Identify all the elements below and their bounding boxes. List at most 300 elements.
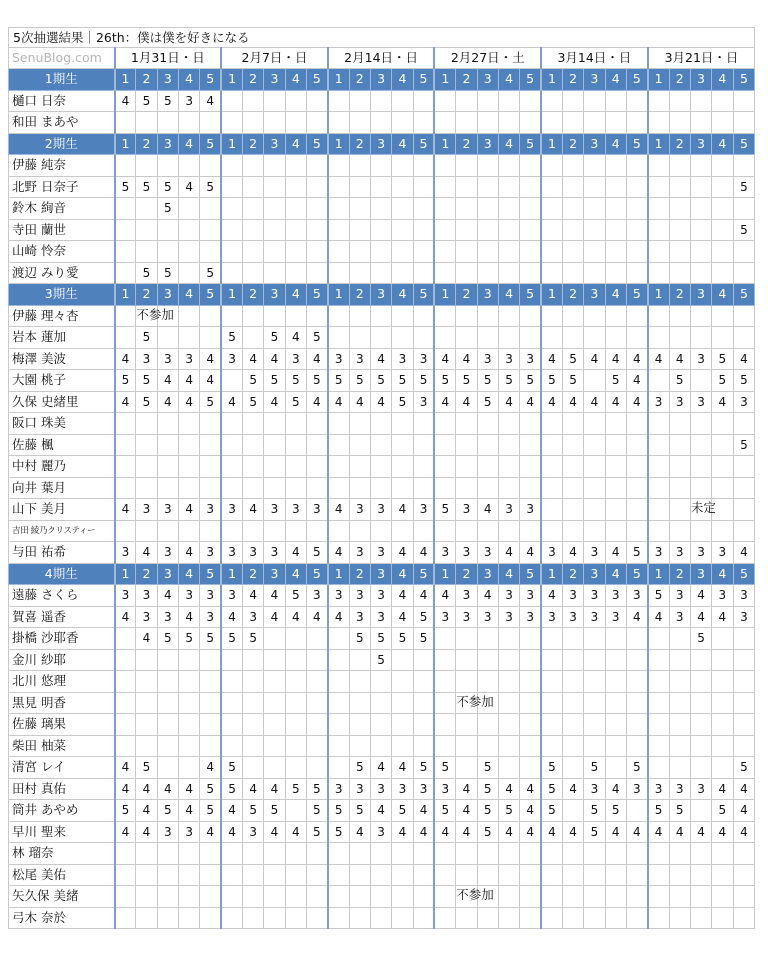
- result-cell: [456, 456, 477, 478]
- result-cell: [264, 112, 285, 134]
- result-cell: [434, 327, 455, 349]
- result-cell: [349, 864, 370, 886]
- slot-number: 5: [733, 69, 755, 91]
- result-cell: 3: [306, 499, 327, 521]
- result-cell: [562, 757, 583, 779]
- result-cell: [477, 327, 498, 349]
- result-cell: [733, 628, 755, 650]
- result-cell: 3: [733, 585, 755, 607]
- result-cell: 3: [349, 499, 370, 521]
- result-cell: 4: [115, 348, 136, 370]
- slot-number: 2: [136, 563, 157, 585]
- result-cell: 4: [392, 821, 413, 843]
- result-cell: [690, 735, 711, 757]
- result-cell: 4: [520, 800, 541, 822]
- result-cell: 5: [328, 800, 349, 822]
- result-cell: 5: [136, 262, 157, 284]
- result-cell: [264, 176, 285, 198]
- member-name: 遠藤 さくら: [9, 585, 115, 607]
- result-cell: [541, 112, 562, 134]
- slot-number: 1: [221, 563, 242, 585]
- result-cell: [328, 155, 349, 177]
- result-cell: 4: [115, 778, 136, 800]
- result-cell: [392, 262, 413, 284]
- result-cell: 5: [136, 327, 157, 349]
- result-cell: [456, 843, 477, 865]
- result-cell: 4: [392, 542, 413, 564]
- member-row: [9, 735, 755, 757]
- result-cell: [157, 219, 178, 241]
- result-cell: [328, 735, 349, 757]
- result-cell: [285, 649, 306, 671]
- result-cell: 3: [136, 606, 157, 628]
- result-cell: [541, 907, 562, 929]
- result-cell: [434, 671, 455, 693]
- result-cell: [648, 434, 669, 456]
- result-cell: 4: [413, 542, 434, 564]
- result-cell: 3: [520, 348, 541, 370]
- member-name: 岩本 蓮加: [9, 327, 115, 349]
- result-cell: [648, 241, 669, 263]
- result-cell: [456, 757, 477, 779]
- result-cell: [392, 305, 413, 327]
- result-cell: 4: [456, 391, 477, 413]
- result-cell: [136, 843, 157, 865]
- result-cell: [541, 305, 562, 327]
- result-cell: 4: [115, 606, 136, 628]
- result-cell: [115, 198, 136, 220]
- result-cell: 5: [712, 800, 733, 822]
- result-cell: [115, 219, 136, 241]
- result-cell: [690, 714, 711, 736]
- result-cell: 4: [434, 391, 455, 413]
- result-cell: [584, 907, 605, 929]
- result-cell: [648, 219, 669, 241]
- slot-number: 2: [669, 69, 690, 91]
- result-cell: [648, 520, 669, 542]
- result-cell: [136, 198, 157, 220]
- result-cell: 5: [498, 370, 519, 392]
- result-cell: [200, 735, 221, 757]
- result-cell: 3: [178, 348, 199, 370]
- slot-number: 3: [264, 69, 285, 91]
- result-cell: [434, 843, 455, 865]
- result-cell: [200, 327, 221, 349]
- result-cell: 5: [584, 821, 605, 843]
- result-cell: [349, 176, 370, 198]
- slot-number: 3: [370, 69, 391, 91]
- result-cell: [498, 886, 519, 908]
- result-cell: [520, 176, 541, 198]
- member-row: [9, 886, 755, 908]
- result-cell: 3: [200, 499, 221, 521]
- result-cell: 5: [690, 628, 711, 650]
- result-cell: [392, 176, 413, 198]
- slot-number: 2: [456, 133, 477, 155]
- result-cell: 4: [541, 348, 562, 370]
- slot-number: 4: [712, 284, 733, 306]
- result-cell: 4: [264, 821, 285, 843]
- slot-number: 2: [136, 69, 157, 91]
- result-cell: [328, 90, 349, 112]
- slot-number: 3: [370, 563, 391, 585]
- result-cell: 5: [413, 757, 434, 779]
- result-cell: 5: [541, 778, 562, 800]
- result-cell: 5: [221, 757, 242, 779]
- result-cell: [136, 112, 157, 134]
- result-cell: [712, 241, 733, 263]
- result-cell: [733, 692, 755, 714]
- result-cell: [200, 714, 221, 736]
- result-cell: [306, 714, 327, 736]
- result-cell: 5: [370, 649, 391, 671]
- result-cell: [221, 413, 242, 435]
- result-cell: [605, 907, 626, 929]
- result-cell: [434, 262, 455, 284]
- lottery-results-table-wrapper: [8, 27, 754, 929]
- result-cell: 3: [584, 778, 605, 800]
- result-cell: [200, 456, 221, 478]
- result-cell: [690, 671, 711, 693]
- result-cell: [498, 735, 519, 757]
- result-cell: [306, 477, 327, 499]
- result-cell: [584, 735, 605, 757]
- result-cell: [242, 671, 263, 693]
- result-cell: [584, 477, 605, 499]
- result-cell: [178, 327, 199, 349]
- result-cell: [541, 520, 562, 542]
- result-cell: 4: [648, 606, 669, 628]
- slot-number: 1: [115, 133, 136, 155]
- result-cell: [392, 864, 413, 886]
- result-cell: 3: [733, 606, 755, 628]
- result-cell: [605, 757, 626, 779]
- result-cell: [626, 219, 647, 241]
- result-cell: [178, 692, 199, 714]
- result-cell: 3: [520, 499, 541, 521]
- slot-number: 4: [285, 69, 306, 91]
- result-cell: [242, 305, 263, 327]
- result-cell: [328, 714, 349, 736]
- result-cell: [733, 499, 755, 521]
- date-header: 2月14日・日: [328, 48, 435, 69]
- member-name: 賀喜 遥香: [9, 606, 115, 628]
- result-cell: [413, 477, 434, 499]
- result-cell: [712, 757, 733, 779]
- result-cell: [712, 477, 733, 499]
- result-cell: [690, 907, 711, 929]
- result-cell: [285, 907, 306, 929]
- result-cell: [157, 649, 178, 671]
- result-cell: [584, 305, 605, 327]
- generation-header-row: [9, 284, 755, 306]
- result-cell: [648, 90, 669, 112]
- result-cell: [541, 434, 562, 456]
- slot-number: 2: [669, 133, 690, 155]
- slot-number: 1: [541, 133, 562, 155]
- result-cell: 3: [328, 778, 349, 800]
- slot-number: 3: [157, 563, 178, 585]
- result-cell: [520, 735, 541, 757]
- result-cell: [477, 176, 498, 198]
- result-cell: [520, 843, 541, 865]
- result-cell: [541, 886, 562, 908]
- result-cell: [349, 520, 370, 542]
- result-cell: [221, 456, 242, 478]
- result-cell: [306, 757, 327, 779]
- result-cell: [477, 413, 498, 435]
- result-cell: [285, 305, 306, 327]
- result-cell: [221, 907, 242, 929]
- result-cell: [264, 219, 285, 241]
- slot-number: 3: [690, 284, 711, 306]
- result-cell: 4: [285, 606, 306, 628]
- result-cell: 3: [584, 542, 605, 564]
- result-cell: [285, 262, 306, 284]
- result-cell: [370, 434, 391, 456]
- result-cell: [584, 413, 605, 435]
- member-row: [9, 391, 755, 413]
- result-cell: 4: [562, 542, 583, 564]
- result-cell: [200, 520, 221, 542]
- result-cell: [477, 241, 498, 263]
- result-cell: [157, 864, 178, 886]
- result-cell: [200, 241, 221, 263]
- result-cell: [157, 327, 178, 349]
- member-row: [9, 692, 755, 714]
- result-cell: [370, 843, 391, 865]
- result-cell: [690, 886, 711, 908]
- result-cell: [477, 112, 498, 134]
- result-cell: 4: [157, 778, 178, 800]
- result-cell: 3: [690, 778, 711, 800]
- result-cell: [626, 176, 647, 198]
- result-cell: 3: [477, 348, 498, 370]
- result-cell: [136, 671, 157, 693]
- member-name: 鈴木 絢音: [9, 198, 115, 220]
- result-cell: [200, 413, 221, 435]
- member-row: [9, 176, 755, 198]
- result-cell: [648, 176, 669, 198]
- result-cell: 4: [242, 348, 263, 370]
- result-cell: [392, 155, 413, 177]
- member-row: [9, 219, 755, 241]
- result-cell: [328, 413, 349, 435]
- result-cell: [733, 413, 755, 435]
- result-cell: 5: [157, 800, 178, 822]
- slot-number: 1: [648, 284, 669, 306]
- result-cell: [520, 327, 541, 349]
- result-cell: 5: [264, 327, 285, 349]
- result-cell: [648, 886, 669, 908]
- slot-number: 5: [626, 563, 647, 585]
- result-cell: 3: [136, 499, 157, 521]
- result-cell: 4: [392, 757, 413, 779]
- result-cell: 5: [285, 585, 306, 607]
- slot-number: 2: [349, 284, 370, 306]
- date-header: 1月31日・日: [115, 48, 222, 69]
- result-cell: [264, 735, 285, 757]
- result-cell: [477, 864, 498, 886]
- result-cell: 3: [541, 542, 562, 564]
- result-cell: [306, 628, 327, 650]
- result-cell: 5: [733, 176, 755, 198]
- result-cell: [520, 112, 541, 134]
- result-cell: [392, 327, 413, 349]
- result-cell: [221, 434, 242, 456]
- result-cell: [242, 241, 263, 263]
- result-cell: 3: [712, 542, 733, 564]
- result-cell: [733, 155, 755, 177]
- result-cell: [242, 477, 263, 499]
- result-cell: [370, 176, 391, 198]
- result-cell: 3: [221, 542, 242, 564]
- result-cell: [562, 434, 583, 456]
- result-cell: [712, 413, 733, 435]
- result-cell: [605, 327, 626, 349]
- result-cell: [584, 219, 605, 241]
- result-cell: [669, 155, 690, 177]
- result-cell: [541, 499, 562, 521]
- result-cell: [562, 477, 583, 499]
- result-cell: [498, 843, 519, 865]
- member-name: 松尾 美佑: [9, 864, 115, 886]
- result-cell: [242, 219, 263, 241]
- result-cell: [712, 262, 733, 284]
- result-cell: [648, 112, 669, 134]
- result-cell: 4: [136, 800, 157, 822]
- result-cell: 4: [626, 821, 647, 843]
- result-cell: [242, 714, 263, 736]
- result-cell: [690, 370, 711, 392]
- result-cell: 5: [733, 757, 755, 779]
- result-cell: [349, 671, 370, 693]
- member-name: 大園 桃子: [9, 370, 115, 392]
- result-cell: 4: [605, 542, 626, 564]
- result-cell: [498, 90, 519, 112]
- result-cell: 4: [456, 348, 477, 370]
- member-row: [9, 800, 755, 822]
- result-cell: [626, 155, 647, 177]
- slot-number: 5: [733, 284, 755, 306]
- result-cell: [370, 714, 391, 736]
- member-row: [9, 327, 755, 349]
- result-cell: 5: [541, 800, 562, 822]
- slot-number: 3: [477, 69, 498, 91]
- result-cell: [605, 671, 626, 693]
- result-cell: [178, 520, 199, 542]
- result-cell: [306, 262, 327, 284]
- result-cell: [477, 671, 498, 693]
- result-cell: [477, 649, 498, 671]
- result-cell: [520, 649, 541, 671]
- result-cell: [456, 628, 477, 650]
- result-cell: 3: [370, 778, 391, 800]
- result-cell: [733, 90, 755, 112]
- result-cell: 5: [541, 370, 562, 392]
- result-cell: [541, 327, 562, 349]
- slot-number: 5: [626, 284, 647, 306]
- result-cell: [242, 90, 263, 112]
- status-note: 不参加: [136, 306, 174, 322]
- result-cell: [562, 628, 583, 650]
- result-cell: [306, 520, 327, 542]
- result-cell: 3: [178, 90, 199, 112]
- result-cell: [520, 198, 541, 220]
- member-name: 清宮 レイ: [9, 757, 115, 779]
- result-cell: [370, 456, 391, 478]
- result-cell: 5: [136, 370, 157, 392]
- result-cell: [200, 864, 221, 886]
- member-name: 田村 真佑: [9, 778, 115, 800]
- result-cell: 3: [562, 606, 583, 628]
- result-cell: 3: [434, 542, 455, 564]
- result-cell: [562, 456, 583, 478]
- result-cell: [221, 219, 242, 241]
- result-cell: [264, 477, 285, 499]
- member-row: [9, 671, 755, 693]
- result-cell: [328, 864, 349, 886]
- result-cell: [541, 262, 562, 284]
- result-cell: 5: [136, 176, 157, 198]
- slot-number: 5: [413, 133, 434, 155]
- result-cell: [221, 155, 242, 177]
- result-cell: [178, 886, 199, 908]
- result-cell: [370, 327, 391, 349]
- member-name: 佐藤 楓: [9, 434, 115, 456]
- result-cell: [669, 864, 690, 886]
- result-cell: [306, 112, 327, 134]
- result-cell: [306, 735, 327, 757]
- result-cell: 3: [690, 348, 711, 370]
- result-cell: [584, 843, 605, 865]
- result-cell: 4: [178, 542, 199, 564]
- slot-number: 1: [648, 563, 669, 585]
- result-cell: 5: [285, 778, 306, 800]
- generation-label: 3期生: [9, 284, 115, 306]
- result-cell: [200, 843, 221, 865]
- result-cell: [562, 692, 583, 714]
- result-cell: [648, 499, 669, 521]
- status-note: 不参加: [456, 887, 494, 902]
- result-cell: 3: [157, 606, 178, 628]
- result-cell: 5: [349, 757, 370, 779]
- result-cell: [733, 456, 755, 478]
- result-cell: 3: [648, 778, 669, 800]
- result-cell: 3: [434, 778, 455, 800]
- result-cell: 5: [733, 219, 755, 241]
- result-cell: [690, 757, 711, 779]
- result-cell: [712, 864, 733, 886]
- result-cell: [456, 327, 477, 349]
- result-cell: 4: [157, 370, 178, 392]
- result-cell: [498, 692, 519, 714]
- result-cell: [626, 327, 647, 349]
- result-cell: [306, 692, 327, 714]
- result-cell: 5: [477, 821, 498, 843]
- result-cell: [221, 90, 242, 112]
- result-cell: [328, 305, 349, 327]
- result-cell: [541, 714, 562, 736]
- result-cell: 4: [136, 821, 157, 843]
- slot-number: 4: [285, 563, 306, 585]
- slot-number: 1: [115, 563, 136, 585]
- result-cell: [434, 735, 455, 757]
- slot-number: 3: [264, 563, 285, 585]
- result-cell: [520, 692, 541, 714]
- result-cell: [178, 198, 199, 220]
- result-cell: 4: [413, 585, 434, 607]
